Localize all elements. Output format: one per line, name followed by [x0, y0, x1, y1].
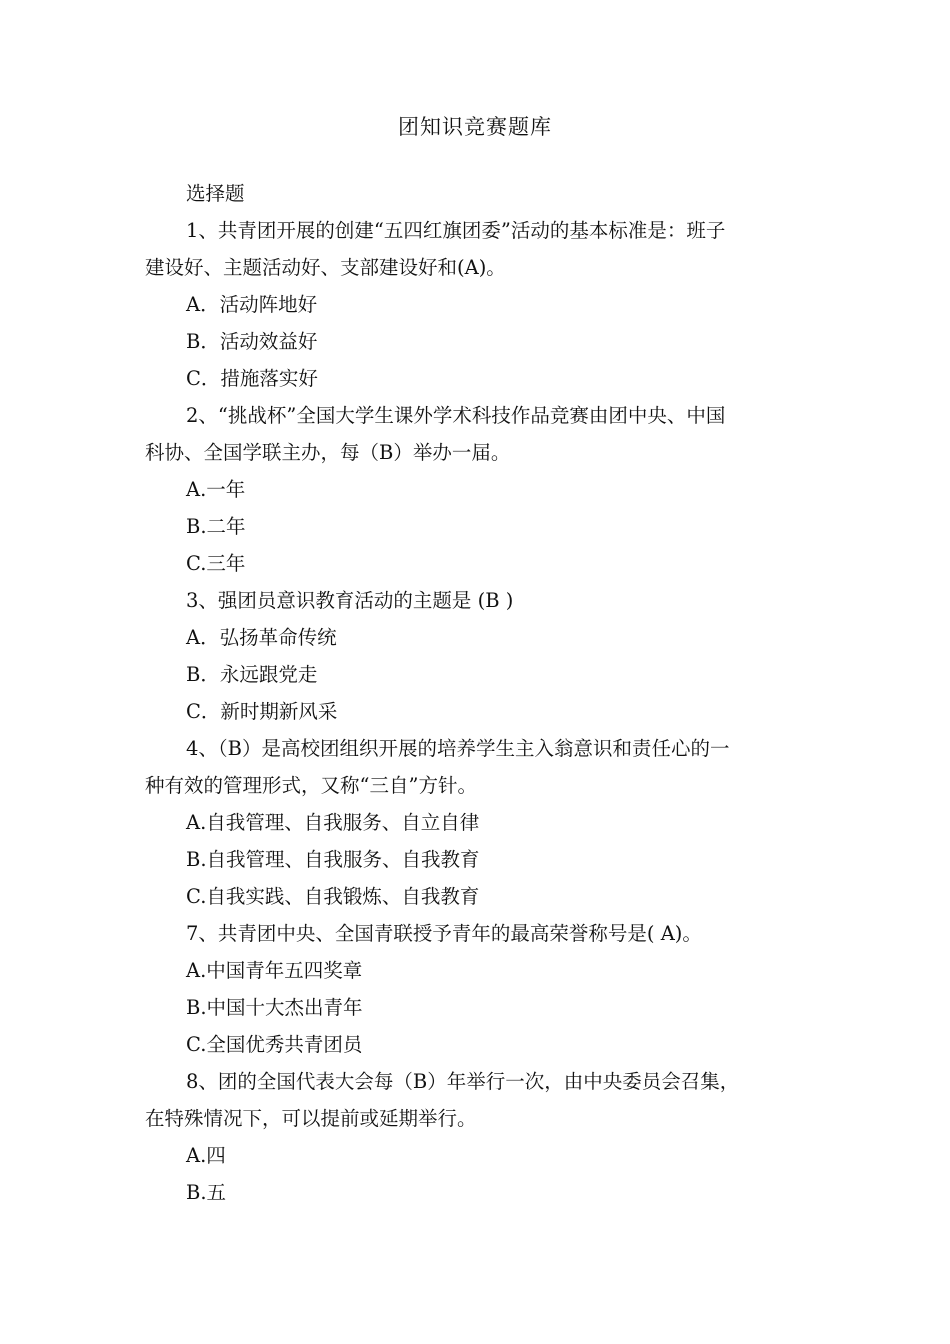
question-block	[145, 212, 810, 397]
answer-option: A.自我管理、自我服务、自立自律	[186, 811, 480, 834]
answer-option: B.二年	[186, 515, 246, 538]
question-block	[145, 397, 810, 582]
answer-option: B．永远跟党走	[186, 663, 318, 686]
answer-option: B.自我管理、自我服务、自我教育	[186, 848, 480, 871]
question-text: 4、（B）是高校团组织开展的培养学生主入翁意识和责任心的一	[186, 737, 730, 760]
section-heading: 选择题	[186, 182, 245, 205]
question-text: 3、强团员意识教育活动的主题是 (B )	[186, 589, 514, 612]
question-text-continuation: 种有效的管理形式，又称“三自”方针。	[145, 774, 477, 797]
answer-option: C.三年	[186, 552, 246, 575]
answer-option: A.四	[186, 1144, 226, 1167]
answer-option: B.中国十大杰出青年	[186, 996, 363, 1019]
question-text-continuation: 在特殊情况下，可以提前或延期举行。	[145, 1107, 477, 1130]
document-body	[145, 175, 810, 1211]
question-text: 2、“挑战杯”全国大学生课外学术科技作品竞赛由团中央、中国	[186, 404, 726, 427]
question-block	[145, 915, 810, 1063]
answer-option: C.全国优秀共青团员	[186, 1033, 363, 1056]
answer-option: B.五	[186, 1181, 227, 1204]
answer-option: B．活动效益好	[186, 330, 318, 353]
answer-option: A.中国青年五四奖章	[186, 959, 363, 982]
answer-option: C.自我实践、自我锻炼、自我教育	[186, 885, 480, 908]
question-text-continuation: 科协、全国学联主办，每（B）举办一届。	[145, 441, 511, 464]
question-block	[145, 582, 810, 730]
answer-option: C．措施落实好	[186, 367, 318, 390]
question-block	[145, 1063, 810, 1211]
answer-option: A.一年	[186, 478, 246, 501]
question-text-continuation: 建设好、主题活动好、支部建设好和(A)。	[145, 256, 506, 279]
answer-option: A．活动阵地好	[186, 293, 318, 316]
answer-option: C．新时期新风采	[186, 700, 338, 723]
question-text: 1、共青团开展的创建“五四红旗团委”活动的基本标准是：班子	[186, 219, 726, 242]
question-block	[145, 730, 810, 915]
question-text: 8、团的全国代表大会每（B）年举行一次，由中央委员会召集，	[186, 1070, 740, 1093]
question-text: 7、共青团中央、全国青联授予青年的最高荣誉称号是( A)。	[186, 922, 702, 945]
answer-option: A．弘扬革命传统	[186, 626, 337, 649]
document-title: 团知识竞赛题库	[398, 115, 552, 139]
